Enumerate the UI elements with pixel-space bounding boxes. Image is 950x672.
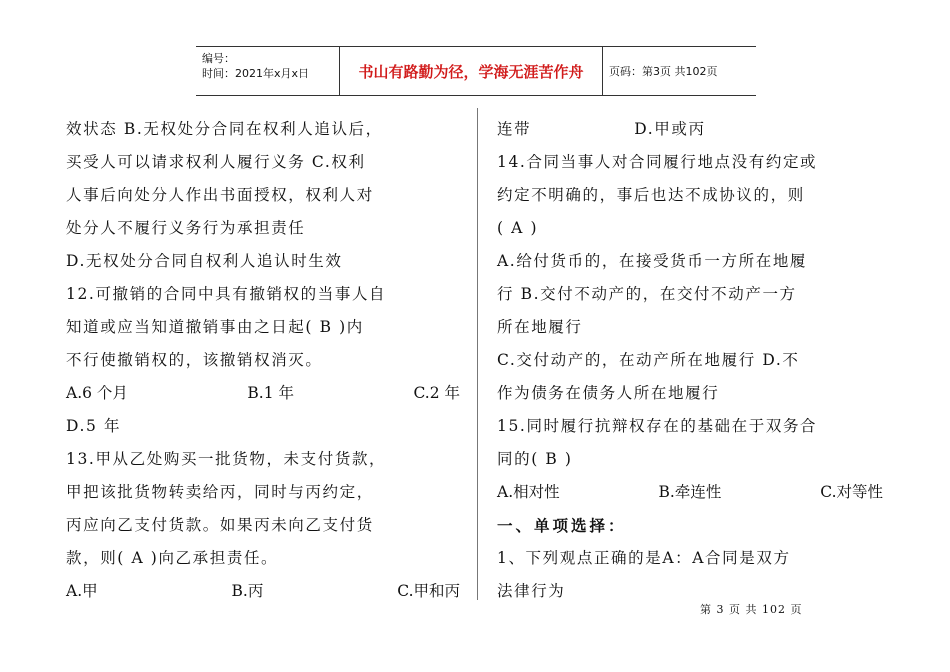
- column-divider: [477, 108, 478, 600]
- option-a: A.6 个月: [66, 384, 128, 402]
- text-line: 丙应向乙支付货款。如果丙未向乙支付货: [66, 516, 374, 534]
- text-line: 人事后向处分人作出书面授权，权利人对: [66, 186, 374, 204]
- text-line: 作为债务在债务人所在地履行: [497, 384, 720, 402]
- text-line: 知道或应当知道撤销事由之日起( B )内: [66, 318, 364, 336]
- option-d: D.5 年: [66, 417, 122, 435]
- option-b: B.牵连性: [658, 483, 722, 501]
- text-line: C.交付动产的，在动产所在地履行 D.不: [497, 351, 800, 369]
- option-b: B.1 年: [247, 384, 294, 402]
- text-line: A.给付货币的，在接受货币一方所在地履: [497, 252, 808, 270]
- text-line: 约定不明确的，事后也达不成协议的，则: [497, 186, 805, 204]
- time-label: 时间：2021年x月x日: [202, 67, 310, 80]
- text-line: 14.合同当事人对合同履行地点没有约定或: [497, 153, 818, 171]
- text-line: D.无权处分合同自权利人追认时生效: [66, 252, 343, 270]
- text-line: 行 B.交付不动产的，在交付不动产一方: [497, 285, 797, 303]
- option-a: A.甲: [66, 582, 98, 600]
- option-d: D.甲或丙: [634, 120, 706, 138]
- option-c: C.对等性: [820, 483, 883, 501]
- option-a: A.相对性: [497, 483, 560, 501]
- page-footer: 第 3 页 共 102 页: [700, 603, 803, 616]
- text-line: 15.同时履行抗辩权存在的基础在于双务合: [497, 417, 818, 435]
- page-header: [196, 46, 756, 96]
- text-line: 处分人不履行义务行为承担责任: [66, 219, 306, 237]
- q12-options-row: [66, 377, 460, 410]
- header-page-code: 页码：第3页 共102页: [609, 65, 718, 78]
- text-line: 不行使撤销权的，该撤销权消灭。: [66, 351, 323, 369]
- text-line: 同的( B ): [497, 450, 573, 468]
- right-column: [497, 113, 883, 608]
- text-line: 所在地履行: [497, 318, 583, 336]
- text-line: 法律行为: [497, 582, 566, 600]
- option-b: B.丙: [231, 582, 264, 600]
- text-line: 1、下列观点正确的是A：A合同是双方: [497, 549, 791, 567]
- header-meta: [196, 47, 340, 95]
- q13-options-row: [66, 575, 460, 608]
- option-c: C.甲和丙: [397, 582, 460, 600]
- q15-options-row: [497, 476, 883, 509]
- header-motto: 书山有路勤为径，学海无涯苦作舟: [340, 47, 603, 95]
- text-line: 款，则( A )向乙承担责任。: [66, 549, 279, 567]
- text-line: 效状态 B.无权处分合同在权利人追认后，: [66, 120, 383, 138]
- text-line: 13.甲从乙处购买一批货物，未支付货款，: [66, 450, 387, 468]
- first-line: [497, 113, 883, 146]
- left-column: [66, 113, 460, 608]
- text-line: 甲把该批货物转卖给丙，同时与丙约定，: [66, 483, 374, 501]
- text-line: 12.可撤销的合同中具有撤销权的当事人自: [66, 285, 387, 303]
- serial-label: 编号：: [202, 52, 235, 65]
- text-line: ( A ): [497, 219, 539, 237]
- section-title: 一、单项选择：: [497, 516, 627, 535]
- option-c: C.2 年: [413, 384, 460, 402]
- text-fragment: 连带: [497, 120, 532, 138]
- text-line: 买受人可以请求权利人履行义务 C.权利: [66, 153, 366, 171]
